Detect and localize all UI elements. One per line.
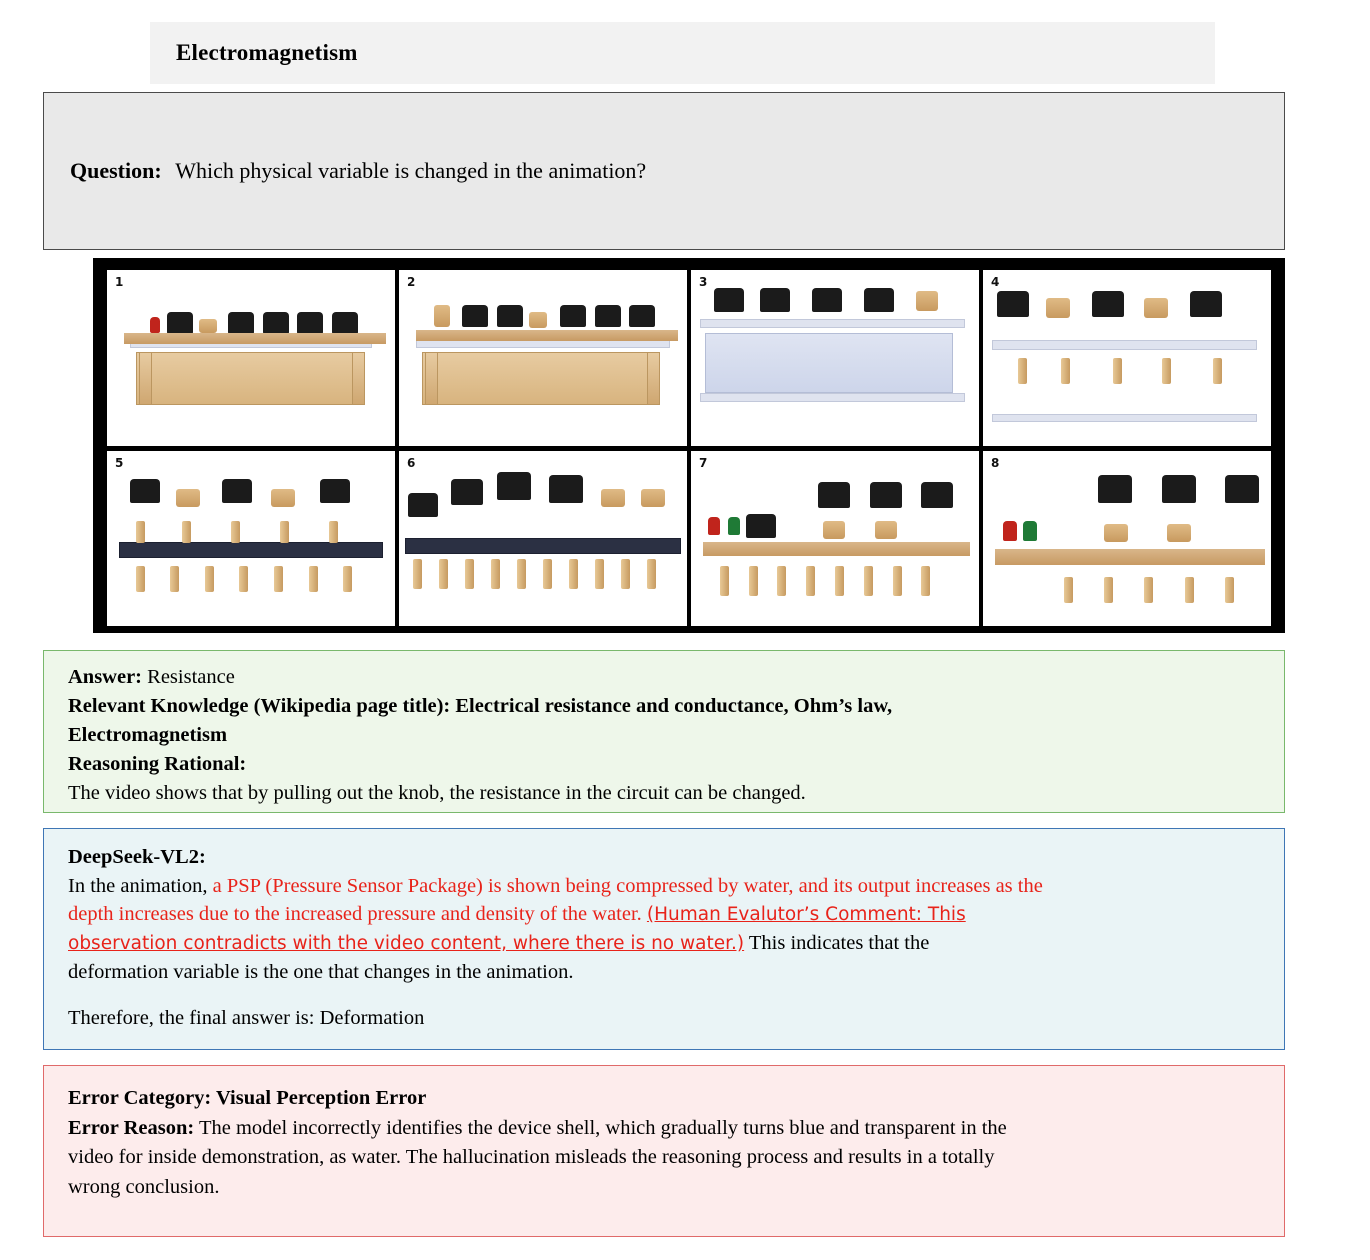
answer-label: Answer: xyxy=(68,666,143,688)
contact-pin xyxy=(170,566,179,592)
contact-pin xyxy=(465,559,474,589)
brass-knob xyxy=(199,319,217,333)
frame-3 xyxy=(691,270,979,446)
human-evaluator-comment-1: (Human Evalutor’s Comment: This xyxy=(646,904,966,926)
contact-pin xyxy=(231,521,240,543)
model-response-box xyxy=(43,828,1285,1050)
brass-knob xyxy=(529,312,547,328)
reasoning-text: The video shows that by pulling out the knob, the resistance in the circuit can be changed. xyxy=(68,782,806,805)
ground-truth-answer-box xyxy=(43,650,1285,813)
knowledge-label-cont: Electromagnetism xyxy=(68,724,228,747)
control-knob xyxy=(870,482,902,508)
control-knob xyxy=(1162,475,1196,503)
contact-pin xyxy=(749,566,758,596)
device-rail xyxy=(995,549,1266,565)
question-line xyxy=(70,158,646,184)
frame-5 xyxy=(107,451,395,627)
frame-7 xyxy=(691,451,979,627)
contact-pin xyxy=(835,566,844,596)
error-reason-line-3: wrong conclusion. xyxy=(68,1176,220,1199)
device-body xyxy=(422,352,652,405)
device-leg xyxy=(139,352,152,405)
brass-knob xyxy=(1144,298,1168,318)
control-knob xyxy=(130,479,160,503)
frame-6 xyxy=(399,451,687,627)
animation-frame-strip xyxy=(93,258,1285,633)
device-leg xyxy=(352,352,365,405)
frame-4 xyxy=(983,270,1271,446)
frame-number: 8 xyxy=(991,455,1000,470)
device-rail xyxy=(703,542,971,556)
frame-row-bottom xyxy=(107,451,1271,627)
contact-pin xyxy=(309,566,318,592)
error-reason-text-1: The model incorrectly identifies the device shell, which gradually turns blue and transparent in the xyxy=(194,1116,1007,1139)
model-response-line-1 xyxy=(68,872,1262,901)
contact-pin xyxy=(1213,358,1222,384)
contact-pin xyxy=(720,566,729,596)
contact-pin xyxy=(621,559,630,589)
control-knob xyxy=(629,305,655,327)
control-knob xyxy=(497,305,523,327)
brass-knob xyxy=(1046,298,1070,318)
question-text: Which physical variable is changed in the animation? xyxy=(175,158,647,183)
contact-pin xyxy=(1162,358,1171,384)
contact-pin xyxy=(491,559,500,589)
contact-pin xyxy=(1144,577,1153,603)
frame-8 xyxy=(983,451,1271,627)
control-knob xyxy=(228,312,254,334)
contact-pin xyxy=(543,559,552,589)
frame-number: 5 xyxy=(115,455,124,470)
error-reason-line-2: video for inside demonstration, as water. The hallucination misleads the reasoning process and results in a totally xyxy=(68,1146,995,1169)
control-knob xyxy=(549,475,583,503)
brass-knob xyxy=(1167,524,1191,542)
device-plate xyxy=(992,340,1257,350)
control-knob xyxy=(1098,475,1132,503)
contact-pin xyxy=(1225,577,1234,603)
contact-pin xyxy=(274,566,283,592)
error-reason-line-1 xyxy=(68,1114,1260,1144)
control-knob xyxy=(451,479,483,505)
control-knob xyxy=(408,493,438,517)
control-knob xyxy=(497,472,531,500)
model-response-line-3 xyxy=(68,929,1262,958)
control-knob xyxy=(997,291,1029,317)
contact-pin xyxy=(239,566,248,592)
control-knob xyxy=(921,482,953,508)
answer-value: Resistance xyxy=(147,666,235,688)
contact-pin xyxy=(280,521,289,543)
brass-knob xyxy=(641,489,665,507)
control-knob xyxy=(560,305,586,327)
model-final-answer: Therefore, the final answer is: Deformation xyxy=(68,1007,425,1030)
control-knob xyxy=(1190,291,1222,317)
contact-pin xyxy=(1185,577,1194,603)
contact-pin xyxy=(921,566,930,596)
contact-pin xyxy=(864,566,873,596)
device-rail xyxy=(416,330,678,341)
control-knob xyxy=(864,288,894,312)
frame-number: 4 xyxy=(991,275,1000,289)
indicator-lamp xyxy=(1003,521,1017,541)
frame-1 xyxy=(107,270,395,446)
question-label: Question: xyxy=(70,158,162,183)
contact-pin xyxy=(1061,358,1070,384)
control-knob xyxy=(222,479,252,503)
contact-pin xyxy=(1113,358,1122,384)
indicator-lamp xyxy=(728,517,740,535)
frame-number: 6 xyxy=(407,455,416,470)
control-knob xyxy=(297,312,323,334)
brass-knob xyxy=(823,521,845,539)
contact-pin xyxy=(136,521,145,543)
response-prefix: In the animation, xyxy=(68,874,213,897)
control-knob xyxy=(595,305,621,327)
frame-2 xyxy=(399,270,687,446)
device-plate xyxy=(405,538,681,554)
device-plate xyxy=(700,393,965,402)
contact-pin xyxy=(329,521,338,543)
model-name: DeepSeek-VL2: xyxy=(68,846,206,868)
device-leg xyxy=(647,352,660,405)
section-title-bar xyxy=(150,22,1215,84)
brass-knob xyxy=(875,521,897,539)
device-plate xyxy=(992,414,1257,422)
error-analysis-box xyxy=(43,1065,1285,1237)
brass-knob xyxy=(916,291,938,311)
reasoning-label: Reasoning Rational: xyxy=(68,753,247,776)
contact-pin xyxy=(413,559,422,589)
page-title: Electromagnetism xyxy=(176,40,358,65)
control-knob xyxy=(320,479,350,503)
device-body-transparent xyxy=(705,333,953,393)
brass-knob xyxy=(271,489,295,507)
brass-knob xyxy=(1104,524,1128,542)
contact-pin xyxy=(806,566,815,596)
frame-number: 2 xyxy=(407,275,416,289)
knowledge-label: Relevant Knowledge (Wikipedia page title): Electrical resistance and conductance, Ohm’s law, xyxy=(68,695,893,718)
device-rail xyxy=(124,333,386,344)
control-knob xyxy=(332,312,358,334)
brass-knob xyxy=(434,305,450,327)
paragraph-spacer xyxy=(68,986,1262,1004)
control-knob xyxy=(462,305,488,327)
contact-pin xyxy=(439,559,448,589)
indicator-lamp xyxy=(708,517,720,535)
contact-pin xyxy=(569,559,578,589)
control-knob xyxy=(760,288,790,312)
frame-number: 1 xyxy=(115,275,124,289)
contact-pin xyxy=(595,559,604,589)
indicator-lamp xyxy=(150,317,160,333)
model-response-line-2 xyxy=(68,900,1262,929)
frame-number: 3 xyxy=(699,275,708,289)
hallucination-text-1: a PSP (Pressure Sensor Package) is shown being compressed by water, and its output increases as the xyxy=(212,874,1043,897)
question-box xyxy=(43,92,1285,250)
hallucination-text-2: depth increases due to the increased pressure and density of the water. xyxy=(68,903,647,926)
device-body xyxy=(136,352,361,405)
answer-line xyxy=(68,663,1262,692)
control-knob xyxy=(1092,291,1124,317)
contact-pin xyxy=(1064,577,1073,603)
brass-knob xyxy=(176,489,200,507)
frame-number: 7 xyxy=(699,455,708,470)
contact-pin xyxy=(647,559,656,589)
frame-row-top xyxy=(107,270,1271,446)
contact-pin xyxy=(136,566,145,592)
control-knob xyxy=(714,288,744,312)
error-category: Error Category: Visual Perception Error xyxy=(68,1087,427,1109)
contact-pin xyxy=(777,566,786,596)
response-after: This indicates that the xyxy=(744,932,930,955)
contact-pin xyxy=(343,566,352,592)
device-plate xyxy=(119,542,384,558)
brass-knob xyxy=(601,489,625,507)
device-plate xyxy=(416,340,669,348)
control-knob xyxy=(263,312,289,334)
control-knob xyxy=(812,288,842,312)
device-plate xyxy=(700,319,965,328)
error-reason-label: Error Reason: xyxy=(68,1116,195,1139)
model-response-line-4: deformation variable is the one that changes in the animation. xyxy=(68,960,574,983)
control-knob xyxy=(818,482,850,508)
control-knob xyxy=(1225,475,1259,503)
contact-pin xyxy=(893,566,902,596)
human-evaluator-comment-2: observation contradicts with the video content, where there is no water.) xyxy=(68,933,745,955)
contact-pin xyxy=(1104,577,1113,603)
contact-pin xyxy=(517,559,526,589)
indicator-lamp xyxy=(1023,521,1037,541)
contact-pin xyxy=(1018,358,1027,384)
contact-pin xyxy=(205,566,214,592)
contact-pin xyxy=(182,521,191,543)
control-knob xyxy=(167,312,193,334)
control-knob xyxy=(746,514,776,538)
device-leg xyxy=(425,352,438,405)
